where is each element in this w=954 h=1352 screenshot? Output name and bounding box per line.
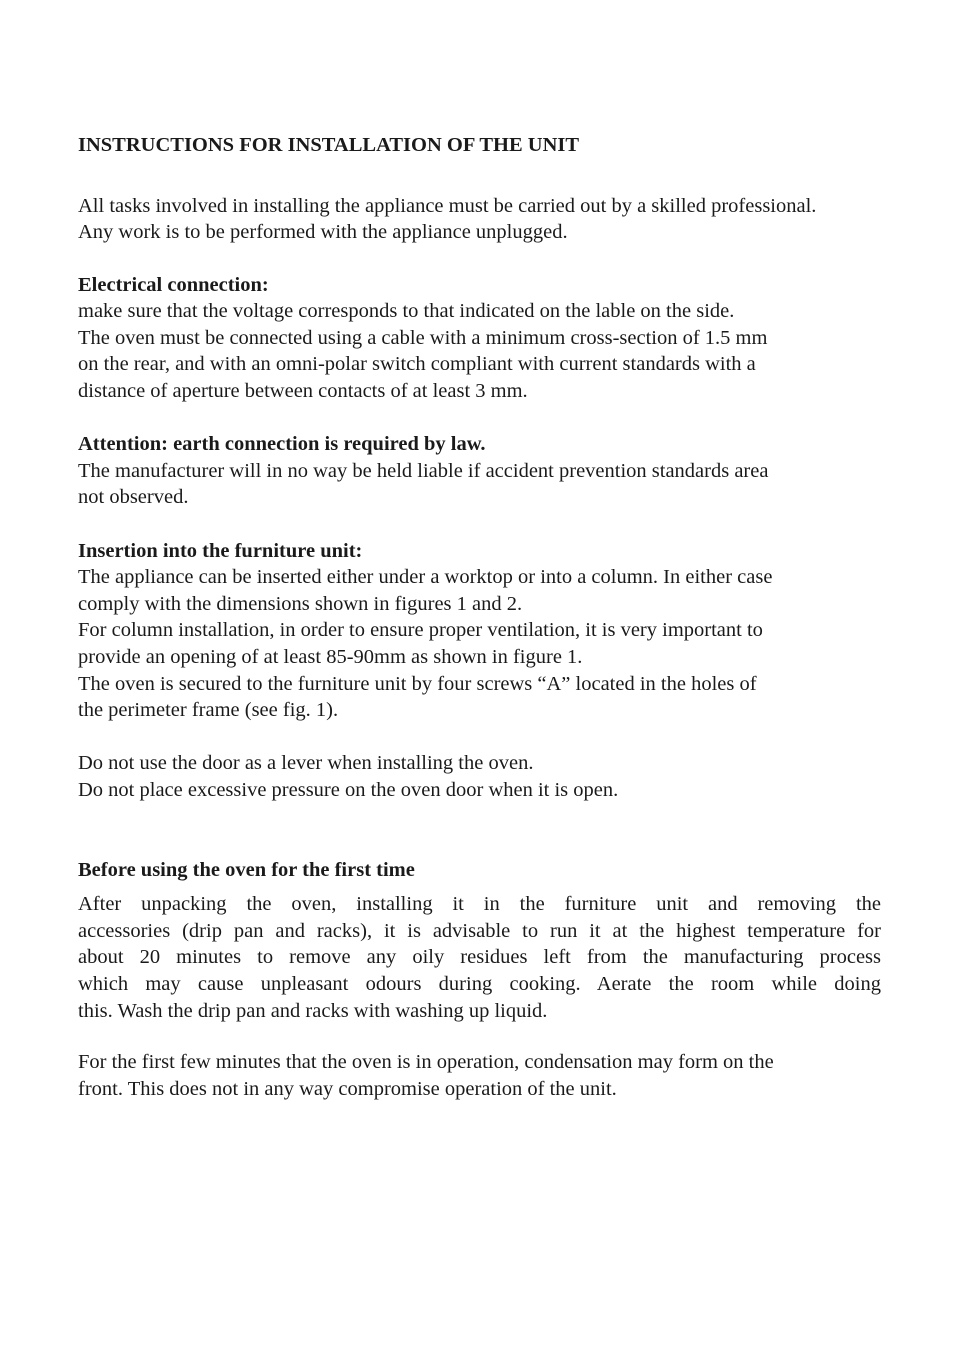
insertion-line-6: the perimeter frame (see fig. 1). [78, 699, 339, 721]
attention-heading: Attention: earth connection is required by law. [78, 433, 486, 455]
condensation-line-1: For the first few minutes that the oven is in operation, condensation may form on the [78, 1051, 774, 1073]
first-use-line-2: accessories (drip pan and racks), it is advisable to run it at the highest temperature for [78, 920, 881, 942]
attention-line-1: The manufacturer will in no way be held liable if accident prevention standards area [78, 460, 769, 482]
condensation-line-2: front. This does not in any way compromise operation of the unit. [78, 1078, 617, 1100]
electrical-heading: Electrical connection: [78, 274, 269, 296]
insertion-line-5: The oven is secured to the furniture unit by four screws “A” located in the holes of [78, 673, 757, 695]
electrical-line-2: The oven must be connected using a cable with a minimum cross-section of 1.5 mm [78, 327, 768, 349]
electrical-line-1: make sure that the voltage corresponds to that indicated on the lable on the side. [78, 300, 735, 322]
first-use-line-5: this. Wash the drip pan and racks with washing up liquid. [78, 1000, 548, 1022]
first-use-line-3: about 20 minutes to remove any oily residues left from the manufacturing process [78, 946, 881, 968]
electrical-line-4: distance of aperture between contacts of at least 3 mm. [78, 380, 528, 402]
intro-line-2: Any work is to be performed with the appliance unplugged. [78, 221, 568, 243]
electrical-line-3: on the rear, and with an omni-polar switch compliant with current standards with a [78, 353, 756, 375]
insertion-heading: Insertion into the furniture unit: [78, 540, 363, 562]
page-title: INSTRUCTIONS FOR INSTALLATION OF THE UNIT [78, 134, 580, 156]
insertion-line-4: provide an opening of at least 85-90mm as shown in figure 1. [78, 646, 583, 668]
insertion-line-1: The appliance can be inserted either under a worktop or into a column. In either case [78, 566, 773, 588]
first-use-line-1: After unpacking the oven, installing it in the furniture unit and removing the [78, 893, 881, 915]
attention-line-2: not observed. [78, 486, 189, 508]
intro-line-1: All tasks involved in installing the appliance must be carried out by a skilled professional. [78, 195, 817, 217]
door-line-2: Do not place excessive pressure on the oven door when it is open. [78, 779, 619, 801]
insertion-line-3: For column installation, in order to ensure proper ventilation, it is very important to [78, 619, 763, 641]
first-use-heading: Before using the oven for the first time [78, 859, 415, 881]
first-use-line-4: which may cause unpleasant odours during cooking. Aerate the room while doing [78, 973, 881, 995]
door-line-1: Do not use the door as a lever when installing the oven. [78, 752, 534, 774]
insertion-line-2: comply with the dimensions shown in figures 1 and 2. [78, 593, 523, 615]
